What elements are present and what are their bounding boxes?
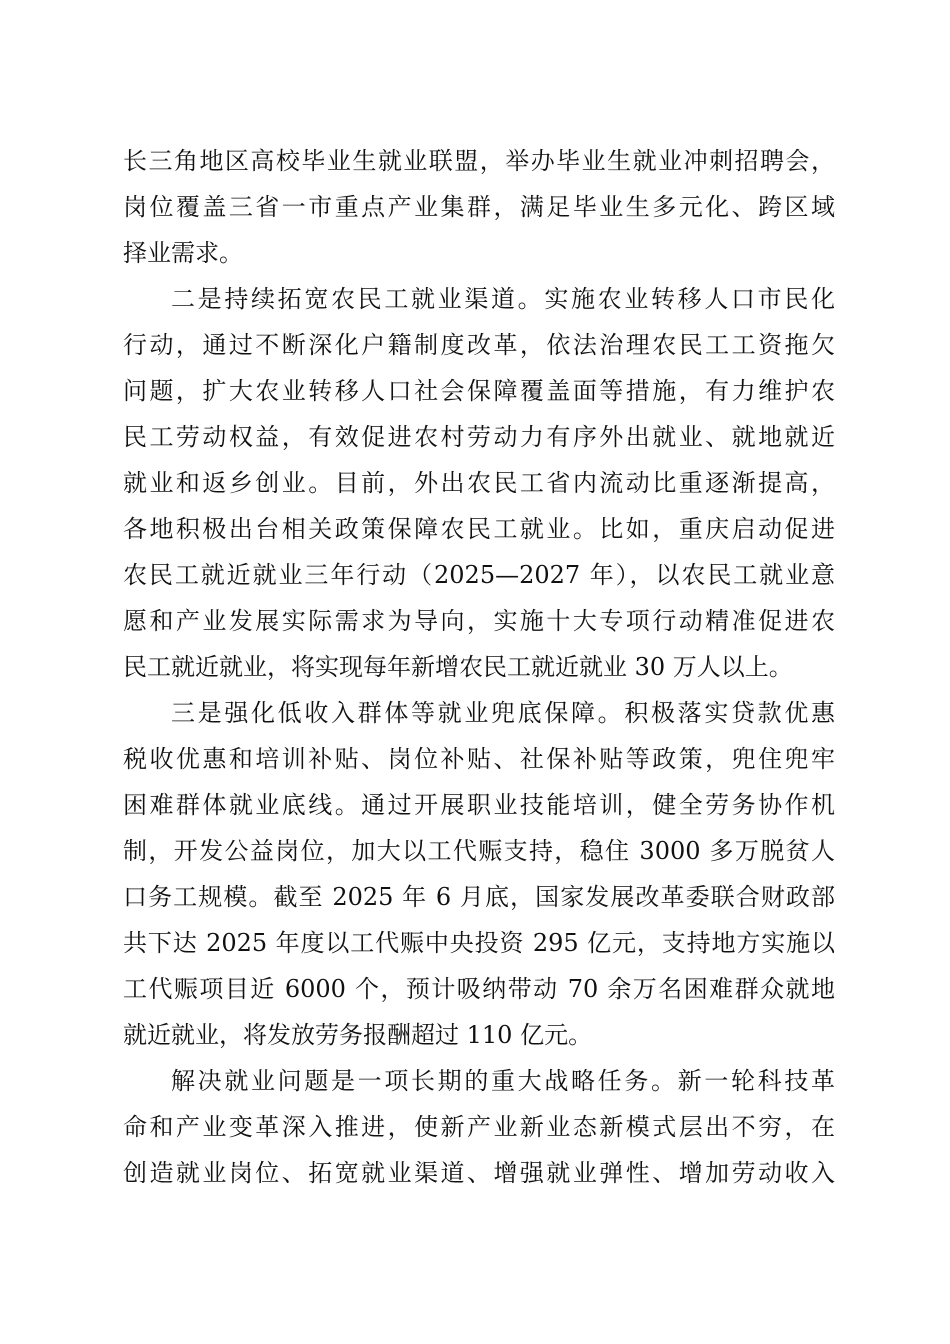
text-line: 择业需求。 — [123, 239, 243, 267]
text-line: 制，开发公益岗位，加大以工代赈支持，稳住 3000 多万脱贫人 — [123, 837, 835, 865]
text-line: 就近就业，将发放劳务报酬超过 110 亿元。 — [123, 1021, 593, 1049]
text-line: 困难群体就业底线。通过开展职业技能培训，健全劳务协作机 — [123, 791, 835, 819]
text-line: 民工就近就业，将实现每年新增农民工就近就业 30 万人以上。 — [123, 653, 793, 681]
text-line: 各地积极出台相关政策保障农民工就业。比如，重庆启动促进 — [123, 515, 835, 543]
text-line: 长三角地区高校毕业生就业联盟，举办毕业生就业冲刺招聘会， — [123, 147, 835, 175]
text-line: 命和产业变革深入推进，使新产业新业态新模式层出不穷，在 — [123, 1113, 835, 1141]
paragraph-start-line: 二是持续拓宽农民工就业渠道。实施农业转移人口市民化 — [171, 285, 835, 313]
body-text — [123, 138, 835, 1196]
text-line: 口务工规模。截至 2025 年 6 月底，国家发展改革委联合财政部 — [123, 883, 835, 911]
text-line: 愿和产业发展实际需求为导向，实施十大专项行动精准促进农 — [123, 607, 835, 635]
text-line: 共下达 2025 年度以工代赈中央投资 295 亿元，支持地方实施以 — [123, 929, 835, 957]
text-line: 税收优惠和培训补贴、岗位补贴、社保补贴等政策，兜住兜牢 — [123, 745, 835, 773]
text-line: 岗位覆盖三省一市重点产业集群，满足毕业生多元化、跨区域 — [123, 193, 835, 221]
text-line: 问题，扩大农业转移人口社会保障覆盖面等措施，有力维护农 — [123, 377, 835, 405]
paragraph-start-line: 解决就业问题是一项长期的重大战略任务。新一轮科技革 — [171, 1067, 835, 1095]
text-line: 农民工就近就业三年行动（2025—2027 年），以农民工就业意 — [123, 561, 835, 589]
text-line: 创造就业岗位、拓宽就业渠道、增强就业弹性、增加劳动收入 — [123, 1159, 835, 1187]
text-line: 工代赈项目近 6000 个，预计吸纳带动 70 余万名困难群众就地 — [123, 975, 835, 1003]
paragraph-start-line: 三是强化低收入群体等就业兜底保障。积极落实贷款优惠 — [171, 699, 835, 727]
text-line: 行动，通过不断深化户籍制度改革，依法治理农民工工资拖欠 — [123, 331, 835, 359]
text-line: 民工劳动权益，有效促进农村劳动力有序外出就业、就地就近 — [123, 423, 835, 451]
text-line: 就业和返乡创业。目前，外出农民工省内流动比重逐渐提高， — [123, 469, 835, 497]
